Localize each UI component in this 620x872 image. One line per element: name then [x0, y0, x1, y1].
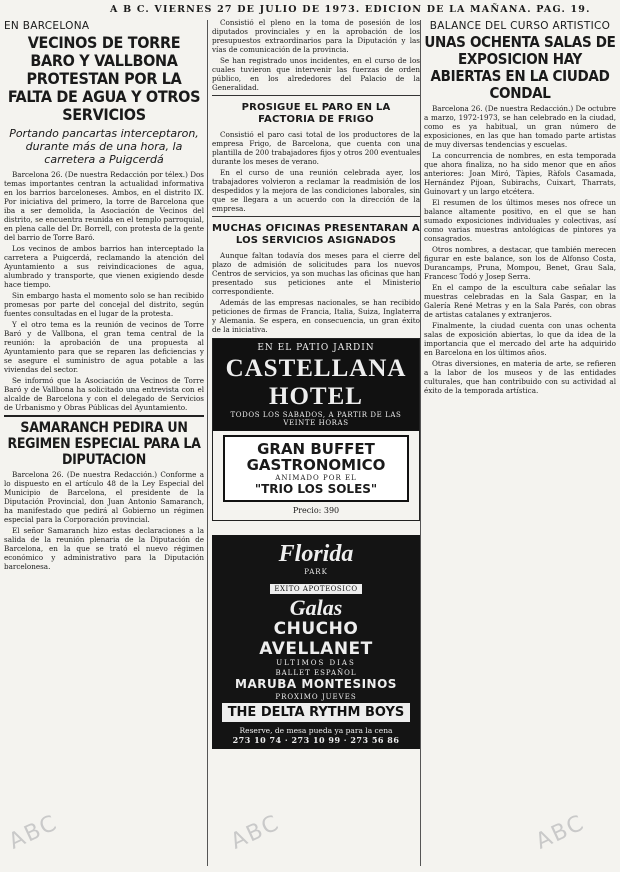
subheadline: MUCHAS OFICINAS PRESENTARAN A LOS SERVICIOS ASIGNADOS — [212, 223, 420, 246]
ad-venue: EN EL PATIO JARDIN — [257, 343, 375, 353]
ad-band: "TRIO LOS SOLES" — [254, 482, 378, 496]
ad-buffet-box — [223, 435, 409, 502]
paragraph: Consistió el pleno en la toma de posesión de los diputados provinciales y en la aprobación de los presupuestos extraordinarios para la Diputación y las vías de comunicación de la provincia. — [212, 18, 420, 54]
paragraph: En el campo de la escultura cabe señalar las muestras celebradas en la Sala Gaspar, en la Galería René Metras y en la Sala Parés, con obras de artistas catalanes y extranjeros. — [424, 283, 616, 319]
paragraph: Aunque faltan todavía dos meses para el cierre del plazo de admisión de solicitudes para los nuevos Centros de servicios, ya son muchas las oficinas que han presentado sus peticiones ante el Ministerio correspondiente. — [212, 251, 420, 296]
paragraph: Además de las empresas nacionales, se han recibido peticiones de firmas de Francia, Italia, Suiza, Inglaterra y Alemania. Se espera, en consecuencia, un gran éxito de la iniciativa. — [212, 298, 420, 334]
headline: VECINOS DE TORRE BARO Y VALLBONA PROTESTAN POR LA FALTA DE AGUA Y OTROS SERVICIOS — [7, 33, 201, 124]
ad-reservation: Reserve, de mesa pueda ya para la cena — [239, 726, 393, 735]
ad-success-badge: EXITO APOTEOSICO — [270, 584, 361, 594]
article-body — [4, 470, 204, 571]
column-rule — [207, 20, 208, 866]
paragraph: Barcelona 26. (De nuestra Redacción por télex.) Dos temas importantes centran la actualidad informativa en los barrios barceloneses. Ambos, en el distrito IX. Por iniciativa del primero, la torre de Barcelona que iba a ser demolida, la Asociación de Vecinos del distrito, se encuentra reunida en el templo parroquial, en plena calle del Dr. Borrell, con protesta de la gente del barrio de Torre Baró. — [4, 170, 204, 242]
divider — [212, 216, 420, 217]
article-body — [212, 130, 420, 213]
ad-hotel-name: CASTELLANA HOTEL — [225, 355, 407, 410]
section-label: BALANCE DEL CURSO ARTISTICO — [429, 20, 611, 32]
page-header: A B C. VIERNES 27 DE JULIO DE 1973. EDICION DE LA MAÑANA. PAG. 19. — [110, 4, 591, 15]
paragraph: Finalmente, la ciudad cuenta con unas ochenta salas de exposición abiertas, lo que da idea de la importancia que el mercado del arte ha adquirido en Barcelona en los últimos años. — [424, 321, 616, 357]
ad-buffet-subtitle: GASTRONOMICO — [246, 456, 386, 474]
divider — [212, 95, 420, 96]
ad-ballet: BALLET ESPAÑOL — [275, 669, 357, 677]
divider — [4, 415, 204, 417]
ad-schedule: TODOS LOS SABADOS, A PARTIR DE LAS VEINTE HORAS — [230, 411, 402, 427]
ad-galas: Galas — [289, 595, 343, 620]
headline: UNAS OCHENTA SALAS DE EXPOSICION HAY ABIERTAS EN LA CIUDAD CONDAL — [424, 33, 616, 102]
paragraph: Se informó que la Asociación de Vecinos de Torre Baró y de Vallbona ha solicitado una entrevista con el alcalde de Barcelona y con el delegado de Servicios de Urbanismo y Obras Públicas del Ayuntamiento. — [4, 376, 204, 412]
article-body — [424, 104, 616, 395]
paragraph: El señor Samaranch hizo estas declaraciones a la salida de la reunión plenaria de la Diputación de Barcelona, en la que se trató el nuevo régimen económico y administrativo para la Diputación barcelonesa. — [4, 526, 204, 571]
column-left — [4, 18, 204, 866]
ad-park: PARK — [304, 568, 328, 576]
paragraph: Se han registrado unos incidentes, en el curso de los cuales tuvieron que intervenir las fuerzas de orden público, en los alrededores del Palacio de la Generalidad. — [212, 56, 420, 92]
paragraph: Otros nombres, a destacar, que también merecen figurar en este balance, son los de Alfonso Costa, Durancamps, Pruna, Mompou, Benet, Grau Sala, Francesc Todó y Josep Serra. — [424, 245, 616, 281]
paragraph: Barcelona 26. (De nuestra Redacción.) De octubre a marzo, 1972-1973, se han celebrado en la ciudad, como es ya habitual, un gran número de exposiciones, en las que han tomado parte artistas de muy diversas tendencias y escuelas. — [424, 104, 616, 149]
ad-dancer: MARUBA MONTESINOS — [235, 677, 397, 691]
ad-phones: 273 10 74 · 273 10 99 · 273 56 86 — [232, 735, 400, 745]
paragraph: El resumen de los últimos meses nos ofrece un balance altamente positivo, en el que se han sumado exposiciones individuales y colectivas, así como varias muestras antológicas de pintores ya consagrados. — [424, 198, 616, 243]
florida-park-ad — [212, 535, 420, 749]
paragraph: Sin embargo hasta el momento solo se han recibido promesas por parte del concejal del distrito, según fuentes consultadas en el lugar de la protesta. — [4, 291, 204, 318]
paragraph: Consistió el paro casi total de los productores de la empresa Frigo, de Barcelona, que cuenta con una plantilla de 200 trabajadores fijos y otros 200 eventuales durante los meses de verano. — [212, 130, 420, 166]
ad-price: Precio: 390 — [292, 506, 340, 515]
section-label: EN BARCELONA — [4, 20, 90, 32]
paragraph: Y el otro tema es la reunión de vecinos de Torre Baró y de Vallbona, el gran tema central de la reunión: la aprobación de una propuesta al Ayuntamiento para que se reparen las deficiencias y se asegure el suministro de agua potable a las viviendas del sector. — [4, 320, 204, 374]
paragraph: Barcelona 26. (De nuestra Redacción.) Conforme a lo dispuesto en el artículo 48 de la Ley Especial del Municipio de Barcelona, el presidente de la Diputación Provincial, don Juan Antonio Samaranch, ha manifestado que pedirá al Gobierno un régimen especial para la Corporación provincial. — [4, 470, 204, 524]
watermark: ABC — [532, 810, 590, 855]
deck: Portando pancartas interceptaron, durante más de una hora, la carretera a Puigcerdá — [9, 127, 199, 166]
castellana-hotel-ad — [212, 338, 420, 521]
ad-performer: CHUCHO AVELLANET — [259, 619, 373, 659]
paragraph: Los vecinos de ambos barrios han interceptado la carretera a Puigcerdá, reclamando la atención del Ayuntamiento a sus reivindicaciones de agua, alumbrado y transporte, que vienen exigiendo desde hace tiempo. — [4, 244, 204, 289]
headline: SAMARANCH PEDIRA UN REGIMEN ESPECIAL PARA LA DIPUTACION — [7, 420, 201, 468]
ad-florida-logo: Florida — [278, 541, 354, 567]
watermark: ABC — [5, 810, 63, 855]
column-rule — [420, 20, 421, 866]
watermark: ABC — [227, 810, 285, 855]
column-middle — [212, 18, 420, 866]
paragraph: Otras diversiones, en materia de arte, se refieren a la labor de los museos y de las entidades culturales, que han contribuido con su actividad al éxito de la temporada artística. — [424, 359, 616, 395]
paragraph: La concurrencia de nombres, en esta temporada que ahora finaliza, no ha sido menor que en años anteriores: Joan Miró, Tàpies, Ràfols Casamada, Hernández Pijoan, Subirachs, Cuixart, Tharrats, Guinovart y un largo etcétera. — [424, 151, 616, 196]
article-body — [212, 18, 420, 92]
ad-buffet-title: GRAN BUFFET — [257, 440, 375, 458]
article-body — [212, 251, 420, 334]
article-body — [4, 170, 204, 412]
ad-banner — [213, 339, 419, 431]
paragraph: En el curso de una reunión celebrada ayer, los trabajadores volvieron a reclamar la readmisión de los despedidos y la mejora de las condiciones laborales, sin que se llegara a un acuerdo con la dirección de la empresa. — [212, 168, 420, 213]
ad-next: PROXIMO JUEVES — [275, 693, 357, 701]
column-right — [424, 18, 616, 866]
ad-next-act: THE DELTA RYTHM BOYS — [222, 703, 410, 722]
ad-last-days: ULTIMOS DIAS — [276, 659, 356, 667]
subheadline: PROSIGUE EL PARO EN LA FACTORIA DE FRIGO — [241, 102, 391, 125]
ad-animated-by: ANIMADO POR EL — [275, 474, 357, 482]
